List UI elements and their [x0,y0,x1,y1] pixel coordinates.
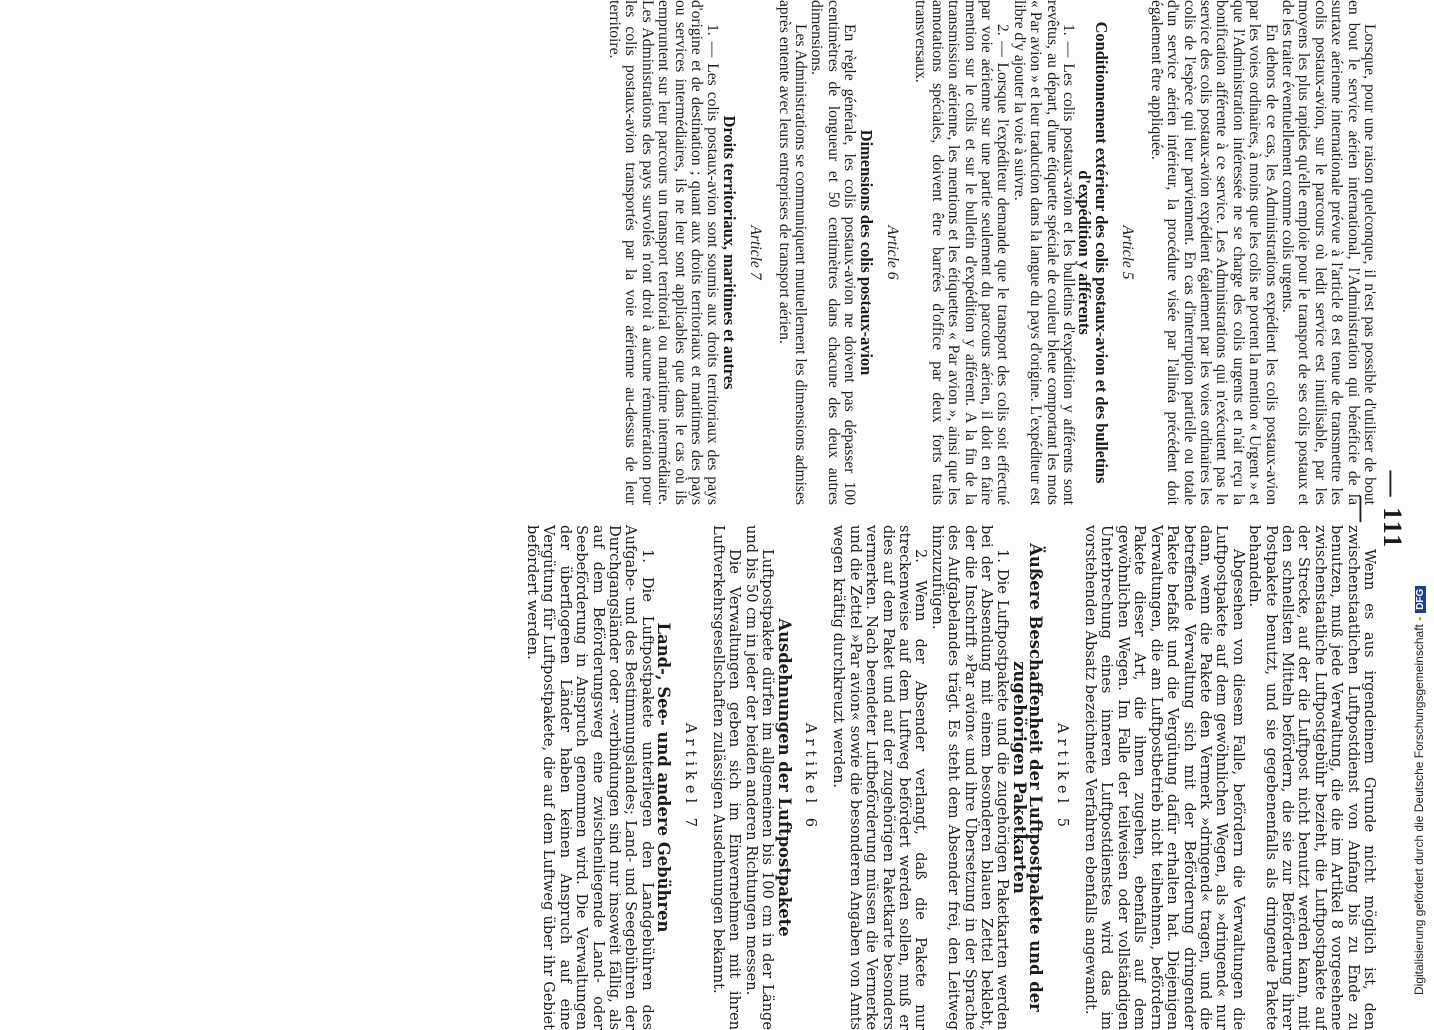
french-paragraph-2: En dehors de ce cas, les Administrations expédient les colis postaux-avion par les voies ordinaires, à moins que les colis ne portent la mention « Urgent » et que l'Administration intéressée ne se charge des colis urgents et n'ait reçu la bonification afférente à ce service. Les Administrations qui n'exécutent pas le service des colis postaux-avion expédient également par les voies ordinaires les colis de l'espèce qui leur parviennent. En cas d'interruption partielle ou totale d'un service aérien intérieur, la procédure visée par l'alinéa précédent doit également être appliquée. [1147,0,1280,505]
french-article-6-para-2: Les Administrations se communiquent mutuellement les dimensions admises après entente avec leurs entreprises de transport aérien. [775,0,809,505]
german-paragraph-2: Abgesehen von diesem Falle, befördern die Verwaltungen die Luftpostpakete auf dem gewöhnlichen Wegen, als »dringend« nur dann, wenn die Pakete den Vermerk »dringend« tragen, und die betreffende Verwaltung sich mit der Beförderung dringender Pakete befaßt und die Vergütung dafür erhalten hat. Diejenigen Verwaltungen, die am Luftpostbetrieb nicht teilnehmen, befördern Pakete dieser Art, die ihnen zugehen, ebenfalls auf dem gewöhnlichen Wegen. Im Falle der teilweisen oder vollständigen Unterbrechung eines inneren Luftpostdienstes wird das im vorstehenden Absatz bezeichnete Verfahren ebenfalls angewandt. [1082,525,1247,1030]
german-article-7-label: Artikel 7 [681,722,699,833]
rotated-page-content [25,0,1415,1030]
credit-text: Digitalisierung gefördert durch die Deutsche Forschungsgemeinschaft - [1412,616,1426,995]
german-article-5-para-1: 1. Die Luftpostpakete und die zugehörigen Paketkarten werden bei der Absendung mit einem besonderen blauen Zettel beklebt, der die Inschrift »Par avion« und ihre Übersetzung in der Sprache des Aufgabelandes trägt. Es steht dem Absender frei, den Leitweg hinzuzufügen. [928,525,1012,1030]
german-article-6-title: Ausdehnungen der Luftpostpakete [774,618,794,937]
french-article-7-title: Droits territoriaux, maritimes et autres [719,115,739,390]
german-article-5-title: Äußere Beschaffenheit der Luftpostpakete und der zugehörigen Paketkarten [1009,543,1046,1012]
french-article-5-para-1: 1. — Les colis postaux-avion et les bulletins d'expédition y afférents sont revêtus, au départ, d'une étiquette spéciale de couleur bleue comportant les mots « Par avion » et leur traduction dans la langue du pays d'origine. L'expéditeur est libre d'y ajouter la voie à suivre. [1010,0,1078,505]
french-article-7-label: Article 7 [747,225,765,280]
french-article-6-title: Dimensions des colis postaux-avion [856,129,876,376]
german-article-6-para-1: Luftpostpakete dürfen im allgemeinen bis 100 cm in der Länge und bis 50 cm in jeder der beiden anderen Richtungen messen. [742,525,777,1030]
french-article-6-para-1: En règle générale, les colis postaux-avion ne doivent pas dépasser 100 centimètres de longueur et 50 centimètres dans chacune des deux autres dimensions. [808,0,859,505]
german-article-5-para-2: 2. Wenn der Absender verlangt, daß die Pakete nur streckenweise auf dem Luftweg befördert werden sollen, muß er dies auf dem Paket und auf der zugehörigen Paketkarte besonders vermerken. Nach beendeter Luftbeförderung müssen die Vermerke und die Zettel »Par avion« sowie die besonderen Angaben von Amts wegen kräftig durchkreuzt werden. [830,525,930,1030]
german-paragraph-1: Wenn es aus irgendeinem Grunde nicht möglich ist, den zwischenstaatlichen Luftpostdienst von Anfang bis zu Ende zu benutzen, muß jede Verwaltung, die die im Artikel 8 vorgesehene zwischenstaatliche Luftpostgebühr bezieht, die Luftpostpakete auf der Strecke, auf der die Luftpost nicht benutzt werden kann, mit den schnellsten Mitteln befördern, die sie zur Beförderung ihrer Postpakete benutzt, und sie gegebenenfalls als dringende Pakete behandeln. [1246,525,1378,1030]
german-article-7-title: Land-, See- und andere Gebühren [654,622,674,933]
german-article-6-para-2: Die Verwaltungen geben sich im Einvernehmen mit ihren Luftverkehrsgesellschaften zulässigen Ausdehnungen bekannt. [709,525,744,1030]
dfg-logo-icon: DFG [1415,586,1426,613]
french-paragraph-1: Lorsque, pour une raison quelconque, il n'est pas possible d'utiliser de bout en bout le service aérien international, l'Administration qui bénéficie de la surtaxe aérienne internationale prévue à l'article 8 est tenue de transmettre les colis postaux-avion, sur le parcours où ledit service est inutilisable, par les moyens les plus rapides qu'elle emploie pour le transport de ses colis postaux et de les traiter éventuellement comme colis urgents. [1278,0,1378,505]
french-article-5-label: Article 5 [1119,225,1137,280]
german-column [524,525,1378,1030]
digitization-credit [1412,588,1426,995]
french-article-5-para-2: 2. — Lorsque l'expéditeur demande que le transport des colis soit effectué par voie aérienne sur une partie seulement du parcours aérien, il doit en faire mention sur le colis et sur le bulletin d'expédition y afférent. A la fin de la transmission aérienne, les mentions et les étiquettes « Par avion », ainsi que les annotations spéciales, doivent être barrées d'office par deux forts traits transversaux. [912,0,1012,505]
french-article-7-para-1: 1. — Les colis postaux-avion sont soumis aux droits territoriaux des pays d'origine et de destination ; quant aux droits territoriaux et maritimes des pays ou services intermédiaires, ils ne leur sont applicables que dans le cas où ils empruntent sur leur parcours un transport territorial ou maritime intermédiaire. Les Administrations des pays survolés n'ont droit à aucune rémunération pour les colis postaux-avion transportés par la voie aérienne au-dessus de leur territoire. [605,0,722,505]
french-article-5-title: Conditionnement extérieur des colis postaux-avion et des bulletins d'expédition y afférents [1075,21,1111,484]
french-article-6-label: Article 6 [884,225,902,280]
page-number: — 111 — [1348,470,1407,550]
french-column [606,0,1377,505]
german-article-6-label: Artikel 6 [802,722,819,833]
german-article-5-label: Artikel 5 [1053,722,1071,833]
german-article-7-para-1: 1. Die Luftpostpakete unterliegen den Landgebühren des Aufgabe- und des Bestimmungslandes; Land- und Seegebühren der Durchgangsländer oder -verbindungen sind nur insoweit fällig, als auf dem Beförderungsweg eine zwischenliegende Land- oder Seebeförderung in Anspruch genommen wird. Die Verwaltungen der überflogenen Länder haben keinen Anspruch auf eine Vergütung für Luftpostpakete, die auf dem Luftweg über ihr Gebiet befördert werden. [523,525,656,1030]
